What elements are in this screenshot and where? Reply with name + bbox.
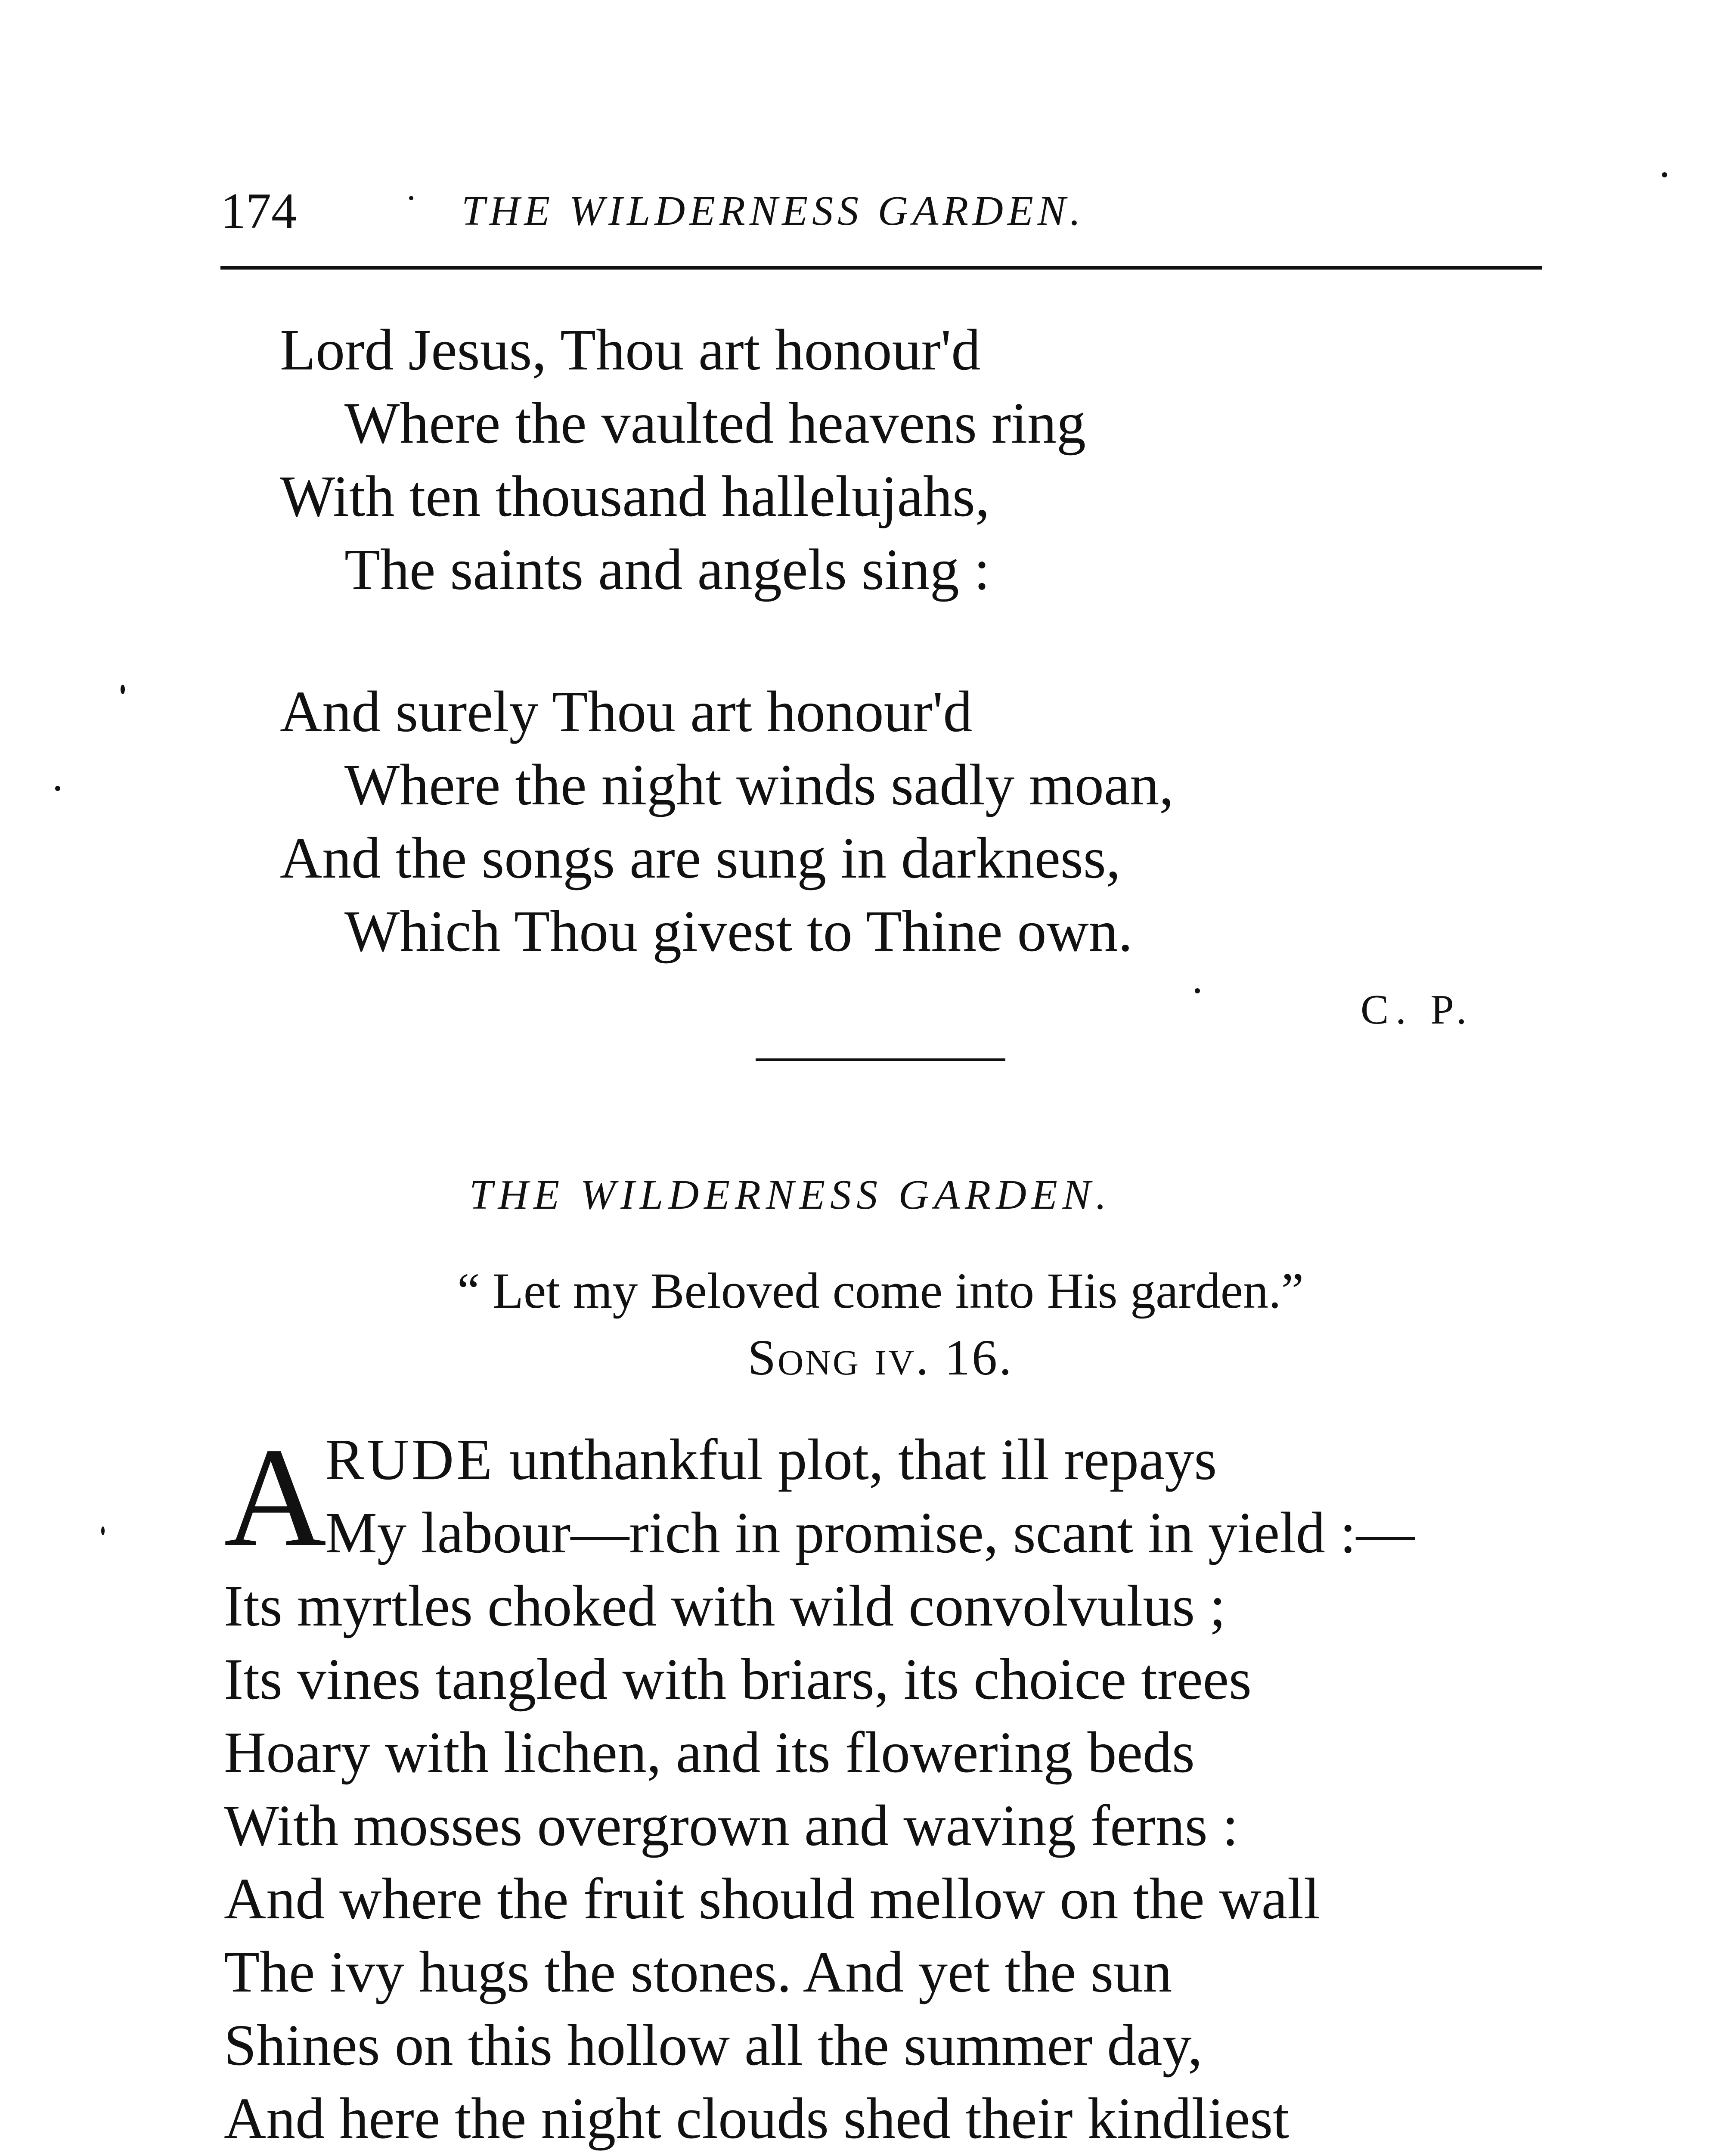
stanza-line: The saints and angels sing : — [344, 537, 990, 602]
stanza-line: And surely Thou art honour'd — [280, 679, 973, 744]
poem-line: The ivy hugs the stones. And yet the sun — [224, 1940, 1172, 2004]
poem-line: Hoary with lichen, and its flowering beds — [224, 1720, 1195, 1785]
first-line-rest: unthankful plot, that ill repays — [495, 1427, 1217, 1492]
page-number: 174 — [220, 183, 297, 239]
stanza-line: Lord Jesus, Thou art honour'd — [280, 318, 981, 382]
stanza-line: Where the vaulted heavens ring — [344, 391, 1086, 456]
epigraph-quote: “ Let my Beloved come into His garden.” — [457, 1263, 1304, 1319]
author-signature: C. P. — [1361, 987, 1474, 1033]
poem-line: Shines on this hollow all the summer day, — [224, 2013, 1203, 2078]
first-word: RUDE — [325, 1427, 495, 1492]
poem-line: Its vines tangled with briars, its choice trees — [224, 1647, 1252, 1712]
poem-line: With mosses overgrown and waving ferns : — [224, 1793, 1239, 1858]
running-title: THE WILDERNESS GARDEN. — [462, 188, 1085, 234]
poem-line: My labour—rich in promise, scant in yield :— — [325, 1501, 1415, 1565]
drop-cap: A — [224, 1419, 327, 1576]
poem-line: And where the fruit should mellow on the wall — [224, 1867, 1320, 1931]
poem-line: Its myrtles choked with wild convolvulus ; — [224, 1574, 1226, 1638]
stanza-line: With ten thousand hallelujahs, — [280, 464, 990, 529]
poem-title: THE WILDERNESS GARDEN. — [469, 1172, 1112, 1218]
stanza-line: Which Thou givest to Thine own. — [344, 899, 1133, 964]
poem-line: And here the night clouds shed their kindliest — [224, 2086, 1289, 2151]
stanza-line: Where the night winds sadly moan, — [344, 753, 1174, 817]
stanza-line: And the songs are sung in darkness, — [280, 826, 1121, 890]
epigraph-reference: Song iv. 16. — [747, 1329, 1014, 1386]
